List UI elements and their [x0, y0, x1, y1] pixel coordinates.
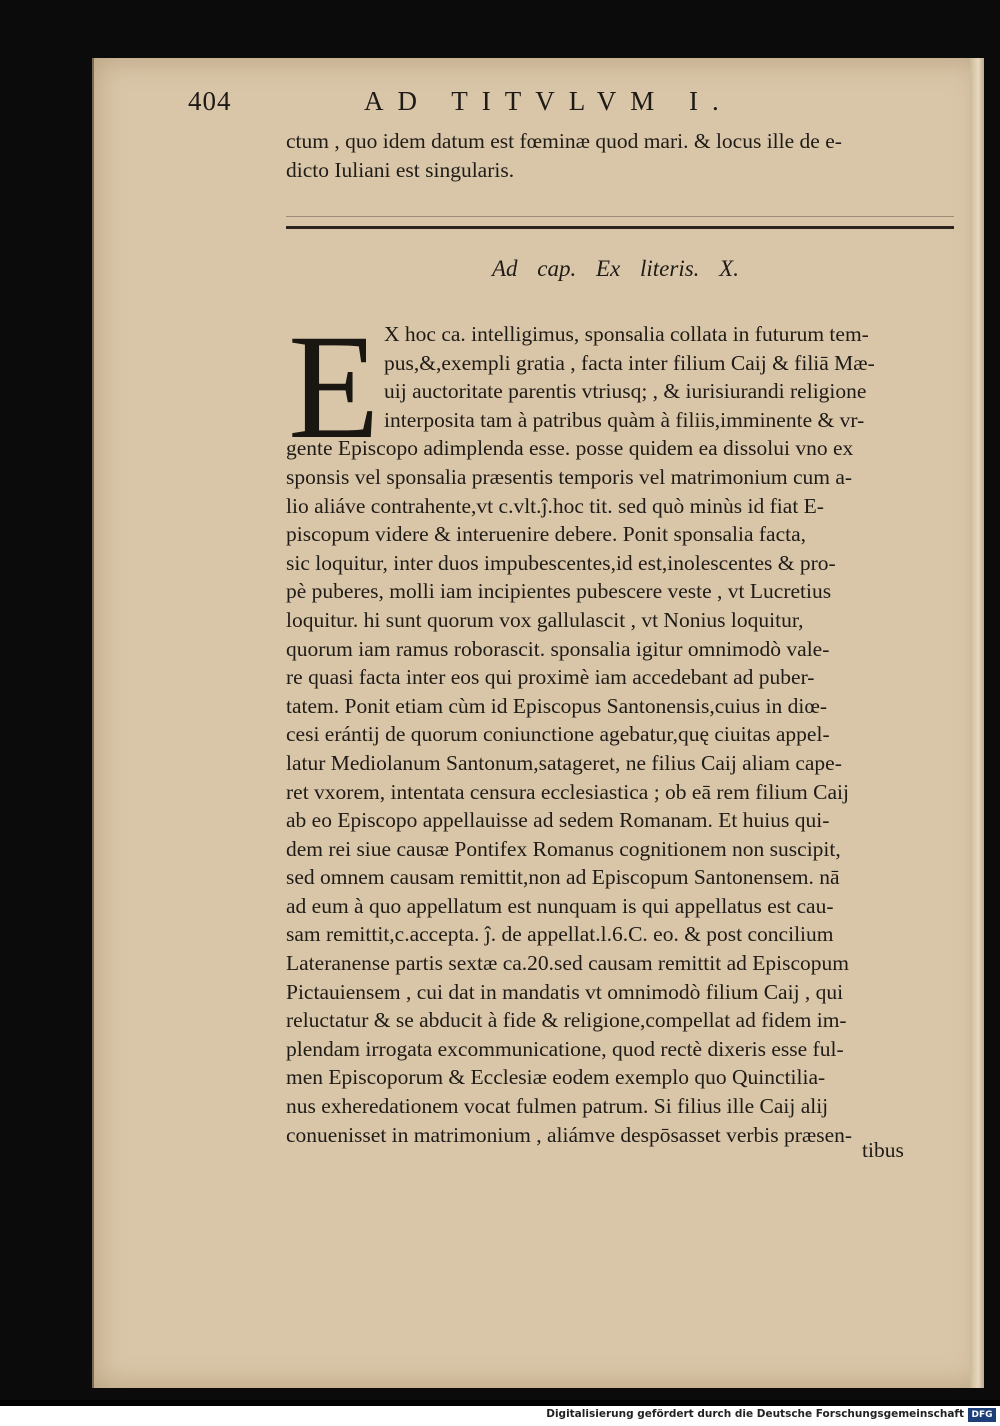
text-line: dicto Iuliani est singularis.	[286, 157, 515, 182]
page-edge	[970, 58, 984, 1388]
text-line: nus exheredationem vocat fulmen patrum. Si filius ille Caij alij	[286, 1094, 829, 1119]
text-line: men Episcoporum & Ecclesiæ eodem exemplo quo Quinctilia-	[286, 1065, 826, 1090]
text-line: pus,&,exempli gratia , facta inter filium Caij & filiā Mæ-	[384, 350, 875, 375]
text-line: sponsis vel sponsalia præsentis temporis vel matrimonium cum a-	[286, 464, 853, 489]
text-line: tatem. Ponit etiam cùm id Episcopus Santonensis,cuius in diœ-	[286, 693, 828, 718]
footer-credit: Digitalisierung gefördert durch die Deutsche Forschungsgemeinschaft	[546, 1408, 964, 1420]
section-heading: Ad cap. Ex literis. X.	[492, 256, 739, 281]
text-line: sed omnem causam remittit,non ad Episcopum Santonensem. nā	[286, 865, 840, 890]
dfg-logo: DFG	[968, 1408, 996, 1422]
text-line: sam remittit,c.accepta. ĵ. de appellat.l.6.C. eo. & post concilium	[286, 922, 834, 947]
page-number: 404	[188, 86, 232, 116]
section-rule	[286, 226, 954, 229]
text-line: Pictauiensem , cui dat in mandatis vt omnimodò filium Caij , qui	[286, 979, 844, 1004]
text-line: ab eo Episcopo appellauisse ad sedem Romanam. Et huius qui-	[286, 808, 830, 833]
text-line: X hoc ca. intelligimus, sponsalia collata in futurum tem-	[384, 322, 869, 346]
text-line: piscopum videre & interuenire debere. Ponit sponsalia facta,	[286, 522, 807, 547]
text-line: gente Episcopo adimplenda esse. posse quidem ea dissolui vno ex	[286, 436, 854, 461]
footer-bar	[0, 1406, 1000, 1426]
text-line: dem rei siue causæ Pontifex Romanus cognitionem non suscipit,	[286, 836, 841, 861]
text-line: plendam irrogata excommunicatione, quod rectè dixeris esse ful-	[286, 1036, 844, 1061]
text-line: uij auctoritate parentis vtriusq; , & iurisiurandi religione	[384, 379, 867, 404]
running-title: AD TITVLVM I.	[364, 86, 733, 116]
text-line: ctum , quo idem datum est fœminæ quod mari. & locus ille de e-	[286, 129, 842, 153]
text-line: sic loquitur, inter duos impubescentes,id est,inolescentes & pro-	[286, 550, 836, 575]
text-line: conuenisset in matrimonium , aliámve despōsasset verbis præsen-	[286, 1122, 853, 1147]
text-line: loquitur. hi sunt quorum vox gallulascit , vt Nonius loquitur,	[286, 607, 804, 632]
text-line: latur Mediolanum Santonum,satageret, ne filius Caij aliam cape-	[286, 750, 842, 775]
top-text-block	[286, 127, 966, 184]
text-line: Lateranense partis sextæ ca.20.sed causam remittit ad Episcopum	[286, 951, 849, 976]
drop-cap: E	[288, 304, 380, 470]
section-rule-thin	[286, 216, 954, 217]
text-line: reluctatur & se abducit à fide & religione,compellat ad fidem im-	[286, 1008, 847, 1033]
running-head	[188, 86, 788, 126]
text-line: cesi erántij de quorum coniunctione agebatur,quę ciuitas appel-	[286, 722, 830, 747]
text-line: interposita tam à patribus quàm à filiis,imminente & vr-	[384, 407, 865, 432]
main-text-block	[286, 304, 966, 1149]
text-line: re quasi facta inter eos qui proximè iam accedebant ad puber-	[286, 665, 815, 690]
text-line: quorum iam ramus roborascit. sponsalia igitur omnimodò vale-	[286, 636, 830, 661]
catchword: tibus	[862, 1138, 904, 1162]
text-line: pè puberes, molli iam incipientes pubescere veste , vt Lucretius	[286, 579, 832, 604]
text-line: ret vxorem, intentata censura ecclesiastica ; ob eā rem filium Caij	[286, 779, 849, 804]
text-line: lio aliáve contrahente,vt c.vlt.ĵ.hoc tit. sed quò minùs id fiat E-	[286, 493, 824, 518]
text-line: ad eum à quo appellatum est nunquam is qui appellatus est cau-	[286, 893, 834, 918]
